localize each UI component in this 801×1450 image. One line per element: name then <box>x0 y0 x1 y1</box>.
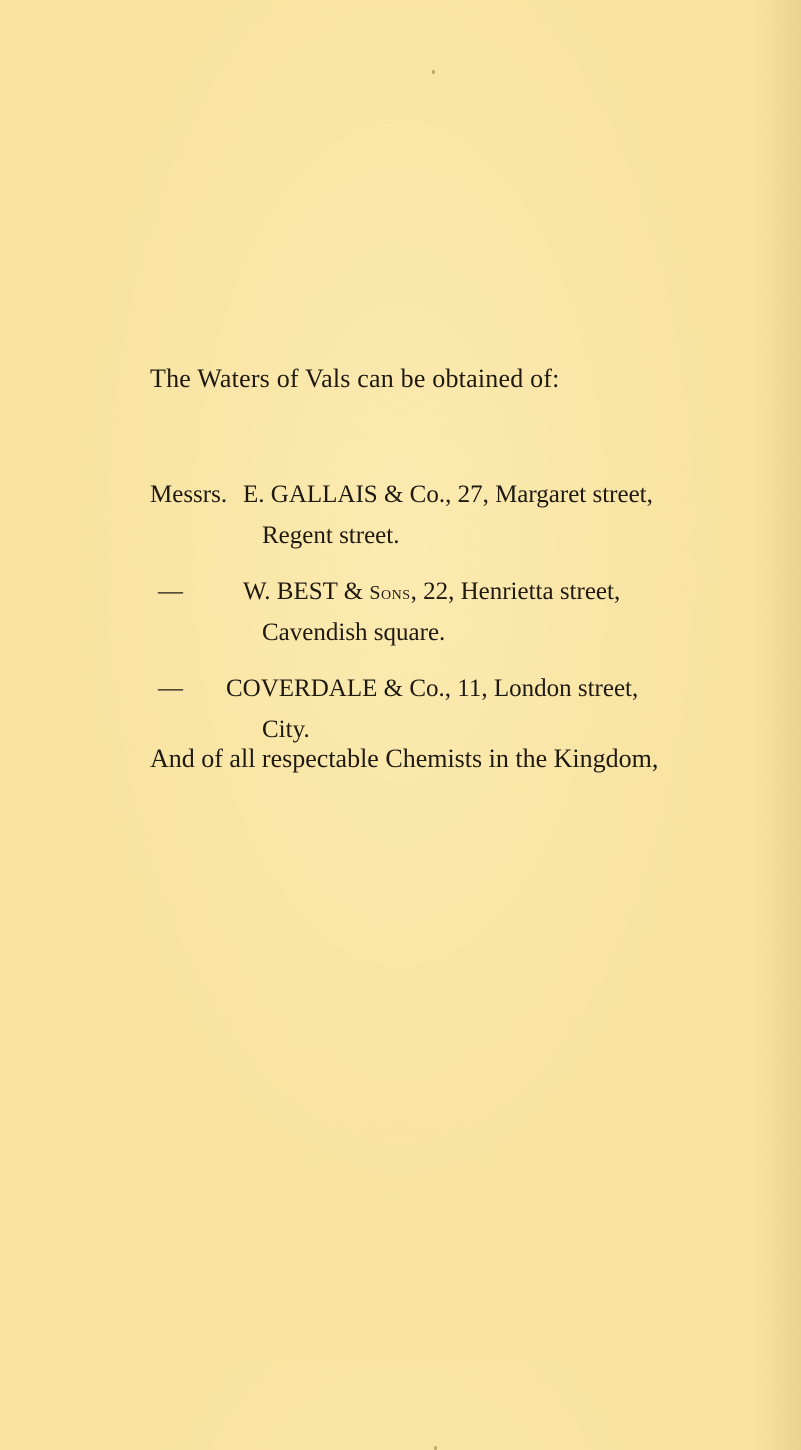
entry-prefix: — <box>158 578 183 605</box>
entry-1-line-2: Regent street. <box>262 522 400 549</box>
entry-2-name: W. BEST & <box>243 578 370 605</box>
entry-3-line-2: City. <box>262 716 310 743</box>
entry-2-line-2: Cavendish square. <box>262 619 446 646</box>
paper-speck <box>432 70 435 74</box>
page-heading: The Waters of Vals can be obtained of: <box>150 364 560 393</box>
entry-2-address: , 22, Henrietta street, <box>410 578 621 605</box>
entry-2-name-smallcaps: Sons <box>369 582 411 604</box>
entry-3-line-1: COVERDALE & Co., 11, London street, <box>226 675 639 702</box>
entry-prefix: — <box>158 675 183 702</box>
entry-2-line-1 <box>243 578 620 606</box>
entry-1-line-1: E. GALLAIS & Co., 27, Margaret street, <box>243 481 653 508</box>
paper-speck <box>434 1446 437 1450</box>
entry-prefix: Messrs. <box>150 481 228 508</box>
page-footer: And of all respectable Chemists in the Kingdom, <box>150 744 659 773</box>
